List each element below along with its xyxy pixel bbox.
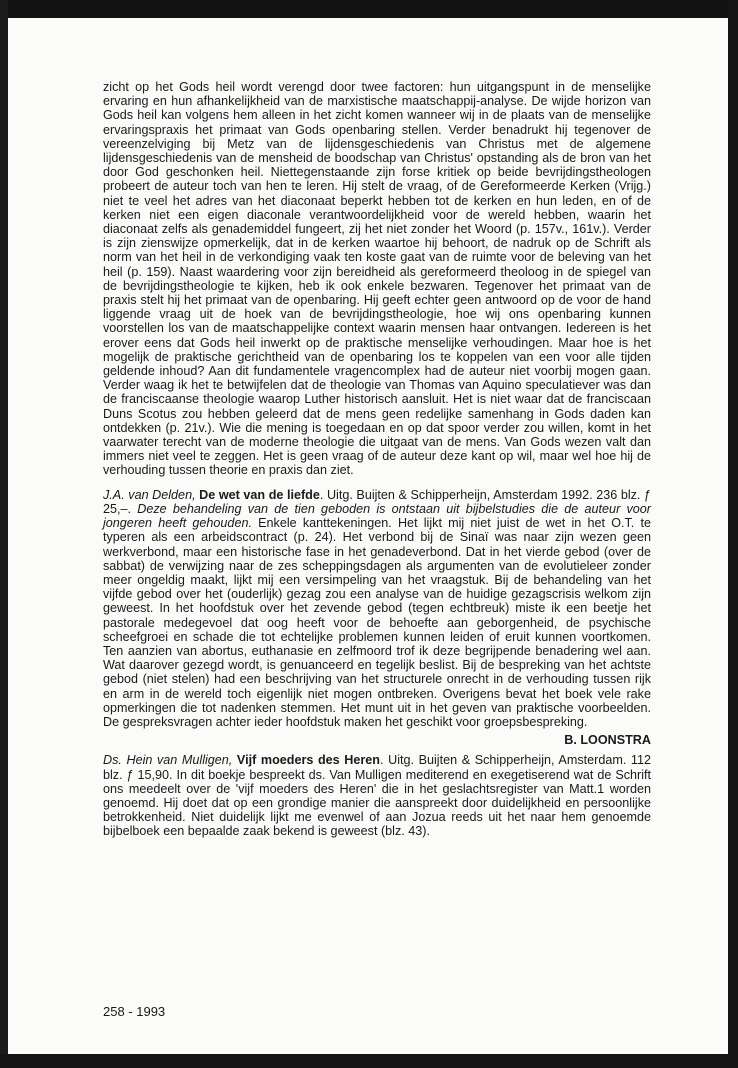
review-delden [103, 488, 651, 729]
page-content [103, 80, 651, 839]
review-mulligen-author: Ds. Hein van Mulligen, [103, 753, 233, 768]
reviewer-signature: B. LOONSTRA [564, 733, 651, 748]
review-delden-intro: Deze behandeling van de tien geboden is ontstaan uit bijbelstudies die de auteur voor jongeren heeft gehouden. [103, 501, 651, 531]
scan-border-bottom [0, 1054, 738, 1068]
review-mulligen-body: In dit boekje bespreekt ds. Van Mulligen mediterend en exegetiserend wat de Schrift ons meedeelt over de 'vijf moeders des Heren' die in het geslachtsregister van Matt.1 worden genoemd. Hij doet dat op een grondige manier die aanspreekt door duidelijkheid en persoonlijke betrokkenheid. Niet duidelijk lijkt me evenwel of aan Jozua reeds uit het naar hem genoemde bijbelboek een bepaalde zaak bekend is geweest (blz. 43). [103, 767, 652, 839]
page-folio: 258 - 1993 [103, 1004, 166, 1019]
scan-border-left [0, 0, 8, 1068]
review-delden-details: . Uitg. Buijten & Schipperheijn, Amsterdam 1992. 236 blz. ƒ 25,–. [103, 487, 652, 516]
review-mulligen-title: Vijf moeders des Heren [236, 753, 380, 768]
review-mulligen-details: . Uitg. Buijten & Schipperheijn, Amsterdam. 112 blz. ƒ 15,90. [103, 753, 651, 782]
scan-border-right [728, 0, 738, 1068]
review-delden-author: J.A. van Delden, [103, 487, 196, 502]
review-continued-text: zicht op het Gods heil wordt verengd door twee factoren: hun uitgangspunt in de menselijke ervaring en hun afhankelijkheid van de marxistische maatschappij-analyse. De wijde horizon van Gods heil kan volgens hem alleen in het zicht komen wanneer wij in de plaats van de menselijke ervaringspraxis het primaat van Gods openbaring stellen. Verder benadrukt hij tegenover de vereenzelviging bij Metz van de lijdensgeschiedenis van Christus met de algemene lijdensgeschiedenis van de mensheid de boodschap van Christus' opstanding als de bron van het door God geschonken heil. Niettegenstaande zijn forse kritiek op beide bevrijdingstheologen probeert de auteur toch van hen te leren. Hij stelt de vraag, of de Gereformeerde Kerken (Vrijg.) niet te veel het adres van het diaconaat beperkt hebben tot de kerken en hun leden, en of de kerken niet een eigen diaconale verantwoordelijkheid voor de wereld hebben, waarin het diaconaat zelfs als genademiddel fungeert, zij het niet zonder het Woord (p. 157v., 161v.). Verder is zijn zienswijze opmerkelijk, dat in de kerken waartoe hij behoort, de nadruk op de Schrift als norm van het heil in de verkondiging vaak ten koste gaat van de ruimte voor de beleving van het heil (p. 159). Naast waardering voor zijn bereidheid als gereformeerd theoloog in de spiegel van de bevrijdingstheologie te kijken, heb ik ook enkele bezwaren. Tegenover het primaat van de praxis stelt hij het primaat van de openbaring. Hij geeft echter geen antwoord op de voor de hand liggende vraag uit de hoek van de bevrijdingstheologie, hoe wij ons openbaring kunnen voorstellen los van de maatschappelijke context waarin mensen haar ontvangen. Iedereen is het erover eens dat Gods heil inwerkt op de praktische menselijke verhoudingen. Maar hoe is het mogelijk de praktische gerichtheid van de openbaring los te koppelen van een voor alle tijden geldende inhoud? Aan dit fundamentele vragencomplex had de auteur niet voorbij mogen gaan. Verder waag ik het te betwijfelen dat de theologie van Thomas van Aquino speculatiever was dan de franciscaanse theologie waarop Luther historisch aansluit. Het is niet waar dat de franciscaan Duns Scotus zou hebben geleerd dat de mens geen redelijke samenhang in Gods daden kan ontdekken (p. 21v.). Wie die mening is toegedaan en op dat spoor verder zou willen, komt in het vaarwater terecht van de moderne theologie die uitgaat van de mens. Van Gods wezen valt dan immers niet veel te zeggen. Het is geen vraag of de auteur deze kant op wil, maar wel hoe hij de verhouding tussen theorie en praxis dan ziet. [103, 80, 651, 478]
scan-border-top [0, 0, 738, 18]
review-delden-body: Enkele kanttekeningen. Het lijkt mij niet juist de wet in het O.T. te typeren als een arbeidscontract (p. 24). Het verbond bij de Sinaï was naar zijn wezen geen werkverbond, maar een historische fase in het genadeverbond. Dat in het vierde gebod (over de sabbat) de verwijzing naar de zes scheppingsdagen als argumenten van de evolutieleer zonder meer ongeldig maakt, lijkt mij een versimpeling van het vraagstuk. Bij de behandeling van het vijfde gebod over het (ouderlijk) gezag zou een analyse van de huidige gezagscrisis welkom zijn geweest. In het hoofdstuk over het zevende gebod (tegen echtbreuk) miste ik een beetje het pastorale medegevoel dat oog heeft voor de behoefte aan geborgenheid, de psychische scheefgroei en schade die tot echtelijke problemen kunnen leiden of eruit kunnen voortkomen. Ten aanzien van abortus, euthanasie en zelfmoord trof ik deze begrijpende benadering wel aan. Wat daarover gezegd wordt, is genuanceerd en tegelijk beslist. Bij de bespreking van het achtste gebod (niet stelen) had een beschrijving van het structurele onrecht in de verhouding tussen rijk en arm in de wereld toch eigenlijk niet mogen ontbreken. Overigens bevat het boek vele rake opmerkingen die tot nadenken stemmen. Het munt uit in het geven van praktische voorbeelden. De gespreksvragen achter ieder hoofdstuk maken het geschikt voor groepsbespreking. [103, 516, 651, 729]
review-mulligen [103, 753, 651, 838]
review-delden-title: De wet van de liefde [199, 487, 320, 502]
